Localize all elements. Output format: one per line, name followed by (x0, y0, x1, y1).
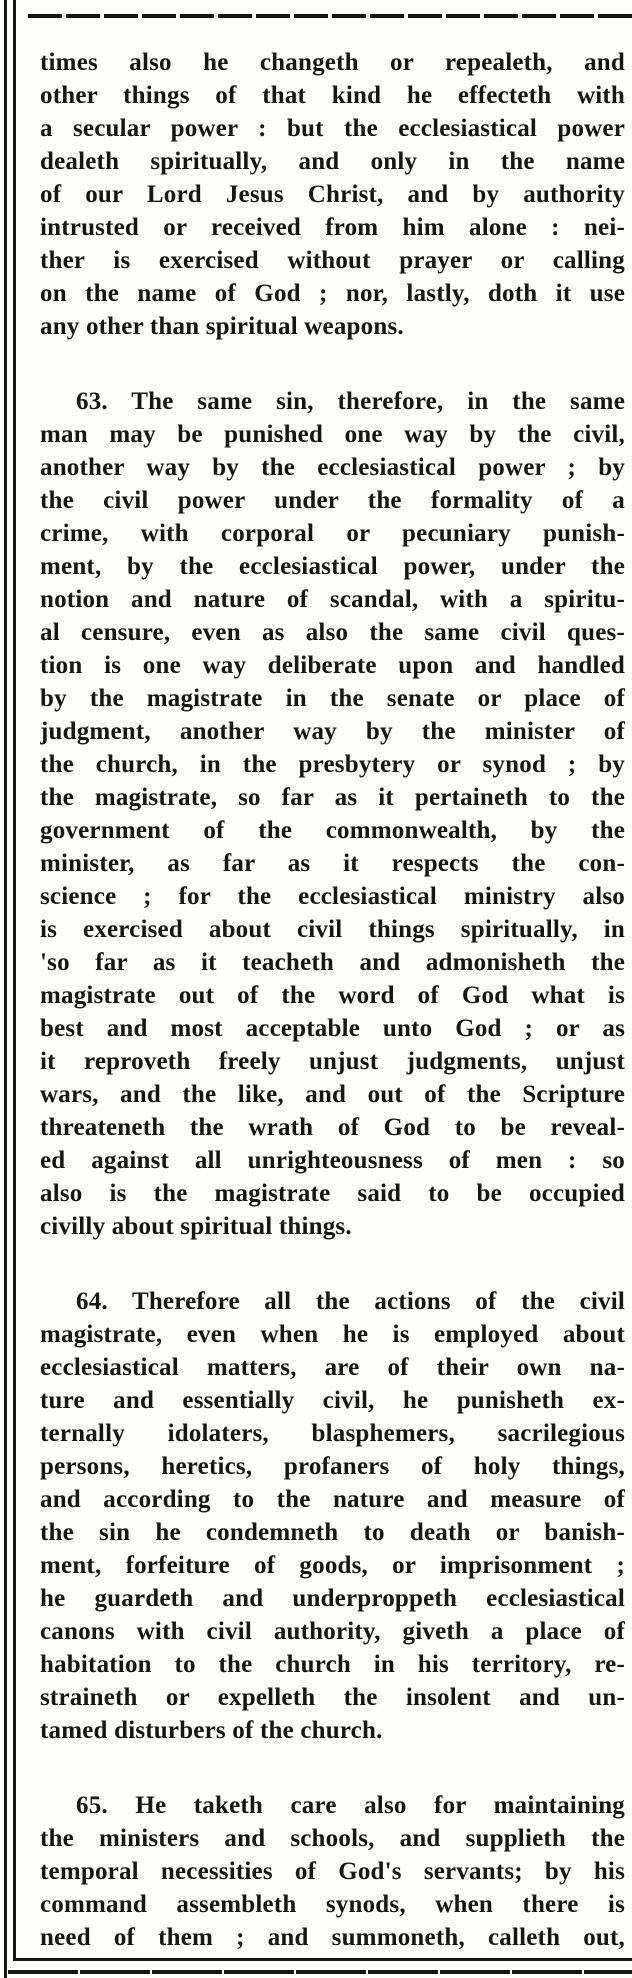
text-line: ture and essentially civil, he punisheth ex- (40, 1387, 625, 1414)
paragraph-65 (40, 1789, 625, 1954)
text-line: any other than spiritual weapons. (40, 313, 404, 340)
text-line: ternally idolaters, blasphemers, sacrilegious (40, 1420, 625, 1447)
text-line: by the magistrate in the senate or place of (40, 685, 625, 712)
text-line: crime, with corporal or pecuniary punish- (40, 520, 625, 547)
text-line: tamed disturbers of the church. (40, 1717, 383, 1744)
text-line: habitation to the church in his territory, re- (40, 1651, 625, 1678)
text-line: ther is exercised without prayer or calling (40, 247, 625, 274)
text-line: command assembleth synods, when there is (40, 1891, 625, 1918)
text-line: straineth or expelleth the insolent and un- (40, 1684, 625, 1711)
text-line: ecclesiastical matters, are of their own na- (40, 1354, 625, 1381)
text-line: canons with civil authority, giveth a place of (40, 1618, 625, 1645)
text-line: need of them ; and summoneth, calleth out, (40, 1924, 625, 1951)
text-line: 63. The same sin, therefore, in the same (76, 388, 625, 415)
text-line: magistrate, even when he is employed about (40, 1321, 625, 1348)
text-line: the civil power under the formality of a (40, 487, 625, 514)
text-line: civilly about spiritual things. (40, 1213, 352, 1240)
text-line: he guardeth and underproppeth ecclesiastical (40, 1585, 625, 1612)
text-line: magistrate out of the word of God what is (40, 982, 625, 1009)
text-line: of our Lord Jesus Christ, and by authority (40, 181, 625, 208)
text-line: ed against all unrighteousness of men : so (40, 1147, 625, 1174)
text-line: times also he changeth or repealeth, and (40, 49, 625, 76)
text-line: the sin he condemneth to death or banish- (40, 1519, 625, 1546)
text-line: al censure, even as also the same civil ques- (40, 619, 625, 646)
text-line: it reproveth freely unjust judgments, unjust (40, 1048, 625, 1075)
text-line: 65. He taketh care also for maintaining (76, 1792, 625, 1819)
text-line: another way by the ecclesiastical power ; by (40, 454, 625, 481)
text-line: judgment, another way by the minister of (40, 718, 625, 745)
text-line: ment, by the ecclesiastical power, under the (40, 553, 625, 580)
text-line: also is the magistrate said to be occupied (40, 1180, 625, 1207)
text-line: minister, as far as it respects the con- (40, 850, 625, 877)
text-line: threateneth the wrath of God to be reveal- (40, 1114, 625, 1141)
text-line: government of the commonwealth, by the (40, 817, 625, 844)
text-line: the magistrate, so far as it pertaineth to the (40, 784, 625, 811)
text-line: tion is one way deliberate upon and handled (40, 652, 625, 679)
text-line: wars, and the like, and out of the Scripture (40, 1081, 625, 1108)
text-line: dealeth spiritually, and only in the name (40, 148, 625, 175)
text-line: the church, in the presbytery or synod ; by (40, 751, 625, 778)
page-frame-bottom-inner-rule (13, 1958, 632, 1961)
text-line: best and most acceptable unto God ; or as (40, 1015, 625, 1042)
text-line: persons, heretics, profaners of holy things, (40, 1453, 625, 1480)
paragraph-64 (40, 1285, 625, 1747)
text-line: temporal necessities of God's servants; by his (40, 1858, 625, 1885)
text-line: science ; for the ecclesiastical ministry also (40, 883, 625, 910)
text-line: and according to the nature and measure of (40, 1486, 625, 1513)
text-line: intrusted or received from him alone : nei- (40, 214, 625, 241)
text-line: 64. Therefore all the actions of the civil (76, 1288, 625, 1315)
text-line: is exercised about civil things spiritually, in (40, 916, 625, 943)
text-line: a secular power : but the ecclesiastical power (40, 115, 625, 142)
text-line: ment, forfeiture of goods, or imprisonment ; (40, 1552, 625, 1579)
paragraph-continuation (40, 46, 625, 343)
text-line: the ministers and schools, and supplieth the (40, 1825, 625, 1852)
text-line: notion and nature of scandal, with a spiritu- (40, 586, 625, 613)
text-line: 'so far as it teacheth and admonisheth the (40, 949, 625, 976)
page-frame-bottom-outer-rule (8, 1970, 632, 1974)
text-line: on the name of God ; nor, lastly, doth it use (40, 280, 625, 307)
text-line: other things of that kind he effecteth with (40, 82, 625, 109)
paragraph-63 (40, 385, 625, 1243)
text-line: man may be punished one way by the civil, (40, 421, 625, 448)
